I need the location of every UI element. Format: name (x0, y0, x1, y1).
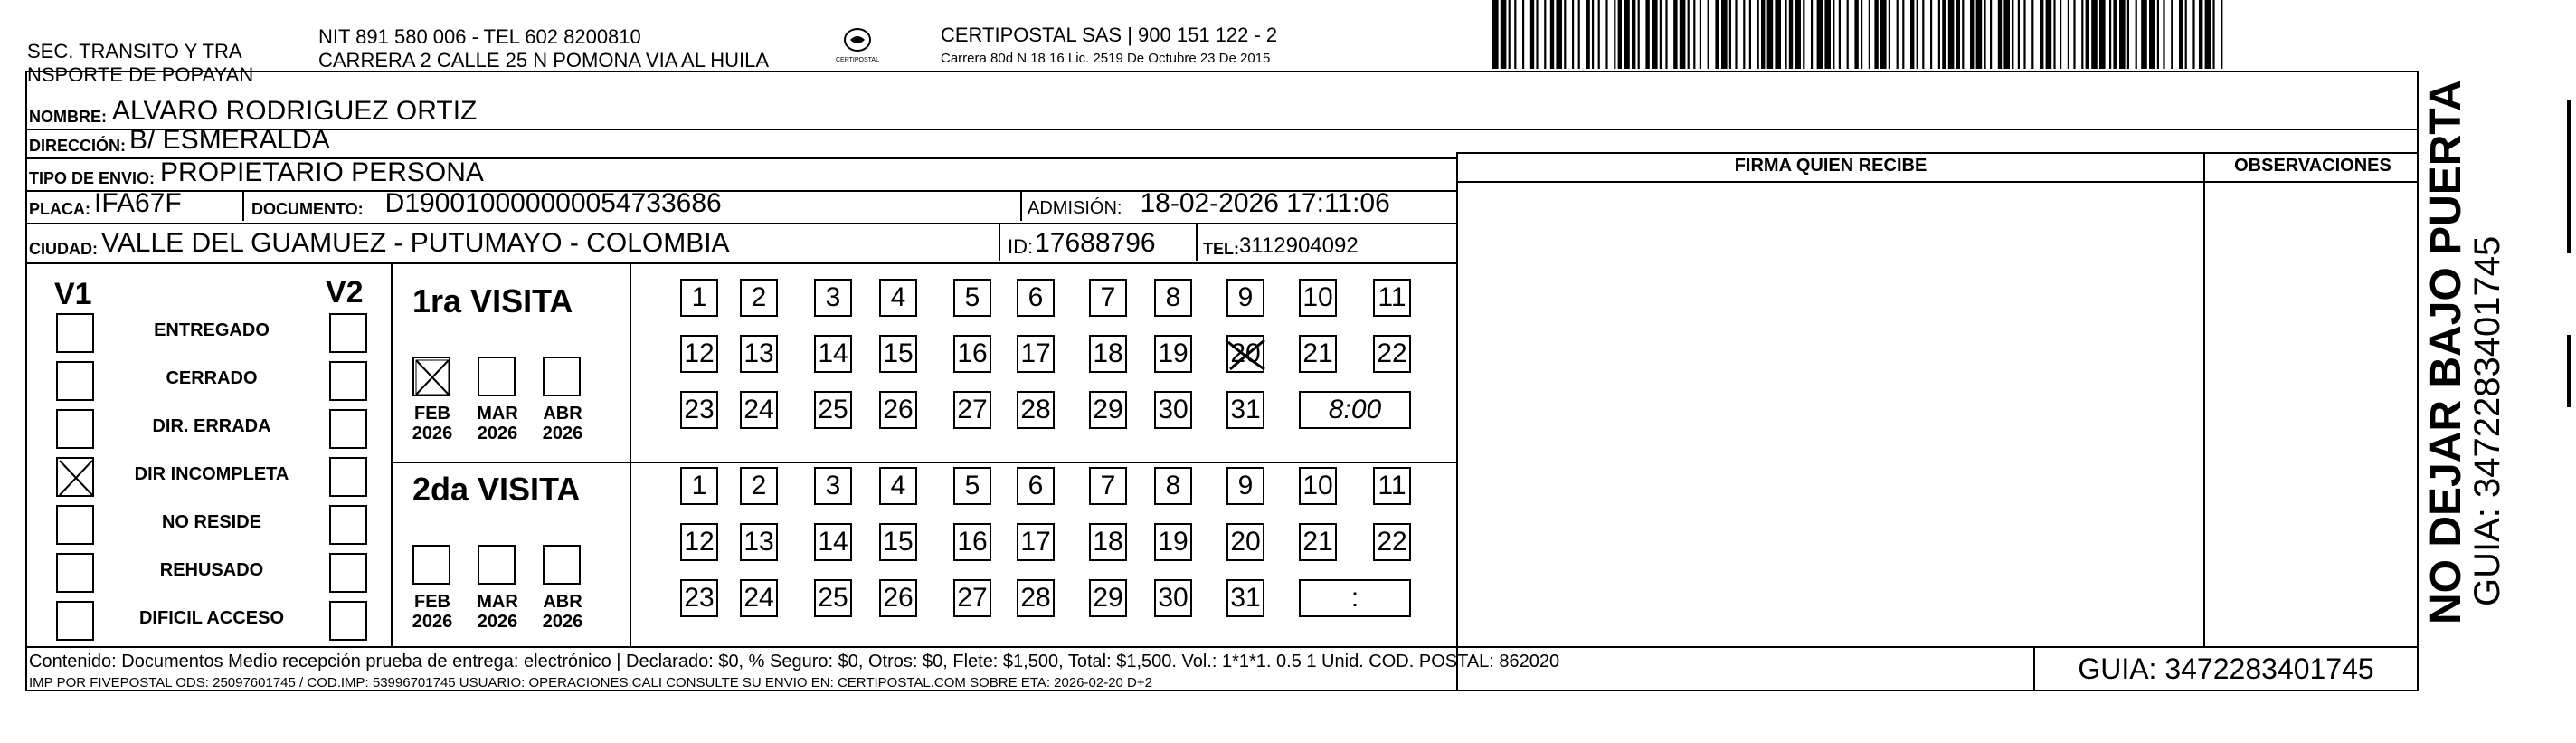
id-cell (1000, 223, 1198, 261)
day-box[interactable]: 18 (1089, 335, 1127, 373)
day-box[interactable]: 8 (1154, 279, 1192, 317)
barcode-bar (2179, 0, 2183, 69)
footer-guia: GUIA: 3472283401745 (2035, 648, 2419, 691)
barcode-bar (2060, 0, 2061, 69)
barcode-bar (1605, 0, 1607, 69)
months-divider (630, 264, 631, 648)
barcode-bar (1922, 0, 1924, 69)
svg-text:CERTIPOSTAL: CERTIPOSTAL (836, 57, 879, 63)
barcode-bar (2081, 0, 2083, 69)
barcode-bar (1839, 0, 1841, 69)
side-text (2424, 80, 2505, 624)
status-label: DIFICIL ACCESO (138, 608, 284, 628)
day-box[interactable]: 15 (879, 335, 917, 373)
day-box[interactable]: 21 (1299, 335, 1337, 373)
barcode-bar (1938, 0, 1940, 69)
month-label: MAR (477, 592, 518, 612)
barcode-bar (1948, 0, 1955, 69)
day-box[interactable]: 31 (1226, 391, 1264, 429)
barcode-bar (2149, 0, 2155, 69)
day-box[interactable]: 14 (814, 523, 852, 561)
day-box[interactable]: 5 (953, 279, 991, 317)
sender-line-1: SEC. TRANSITO Y TRA (27, 40, 242, 62)
day-box[interactable]: 12 (680, 335, 718, 373)
barcode-bar (2091, 0, 2098, 69)
day-box[interactable]: 23 (680, 579, 718, 617)
day-box[interactable]: 16 (953, 335, 991, 373)
barcode-bar (1854, 0, 1858, 69)
id-label: ID: (1008, 235, 1034, 258)
barcode-bar (1757, 0, 1759, 69)
day-box[interactable]: 30 (1154, 391, 1192, 429)
barcode-bar (1910, 0, 1914, 69)
barcode-bar (1824, 0, 1831, 69)
year-label: 2026 (542, 424, 583, 443)
day-box[interactable]: 27 (953, 391, 991, 429)
barcode-bar (1984, 0, 1985, 69)
barcode-bar (1889, 0, 1890, 69)
barcode-bar (1509, 0, 1511, 69)
barcode-bar (2099, 0, 2106, 69)
barcode-bar (2046, 0, 2052, 69)
barcode-bar (2205, 0, 2211, 69)
day-box[interactable]: 29 (1089, 579, 1127, 617)
day-box[interactable]: 29 (1089, 391, 1127, 429)
barcode-bar (1680, 0, 1686, 69)
edge-mark (2567, 100, 2571, 253)
barcode-bar (2053, 0, 2055, 69)
day-box[interactable]: 23 (680, 391, 718, 429)
day-box[interactable]: 1 (680, 467, 718, 505)
day-box[interactable]: 6 (1017, 279, 1055, 317)
day-box[interactable]: 2 (740, 467, 778, 505)
day-box[interactable]: 28 (1017, 391, 1055, 429)
barcode-bar (2113, 0, 2117, 69)
day-box[interactable]: 1 (680, 279, 718, 317)
barcode-bar (1861, 0, 1862, 69)
day-box[interactable]: 22 (1373, 335, 1411, 373)
barcode-bar (1614, 0, 1615, 69)
day-box[interactable]: 5 (953, 467, 991, 505)
v2-checkbox[interactable] (329, 553, 367, 593)
month-caption (472, 404, 523, 443)
barcode-bar (1917, 0, 1918, 69)
barcode-bar (2221, 0, 2222, 69)
visit-divider (393, 462, 1456, 463)
side-warning: NO DEJAR BAJO PUERTA (2422, 80, 2470, 624)
barcode-bar (1811, 0, 1813, 69)
footer-content: Contenido: Documentos Medio recepción prueba de entrega: electrónico | Declarado: $0, % Seguro: $0, Otros: $0, Flete: $1,500, Total: $1,500. Vol.: 1*1*1. 0.5 1 Unid. COD. POSTAL: 862020 (29, 652, 1560, 672)
barcode-bar (1874, 0, 1878, 69)
time-box[interactable]: : (1299, 579, 1411, 617)
barcode-bar (1897, 0, 1899, 69)
observaciones-header: OBSERVACIONES (2234, 156, 2391, 176)
day-box[interactable]: 9 (1226, 279, 1264, 317)
barcode-bar (1976, 0, 1983, 69)
day-box[interactable]: 3 (814, 467, 852, 505)
barcode-bar (1990, 0, 1992, 69)
edge-mark (2567, 335, 2571, 407)
day-box[interactable]: 20 (1226, 335, 1264, 373)
admision-cell (1022, 190, 1390, 221)
barcode-bar (1942, 0, 1946, 69)
v2-checkbox[interactable] (329, 457, 367, 497)
placa-value: IFA67F (94, 188, 182, 218)
day-box[interactable]: 27 (953, 579, 991, 617)
day-box[interactable]: 2 (740, 279, 778, 317)
day-box[interactable]: 21 (1299, 523, 1337, 561)
direccion-row (25, 125, 1458, 159)
barcode-bar (2031, 0, 2033, 69)
barcode-bar (1833, 0, 1834, 69)
documento-cell (244, 190, 1022, 221)
barcode-bar (1847, 0, 1849, 69)
nombre-row (25, 98, 2419, 130)
barcode-bar (2003, 0, 2010, 69)
nombre-value: ALVARO RODRIGUEZ ORTIZ (112, 96, 478, 126)
signature-area[interactable] (1460, 185, 2202, 637)
placa-cell (25, 190, 244, 221)
documento-label: DOCUMENTO: (251, 200, 364, 218)
day-box[interactable]: 4 (879, 467, 917, 505)
month-caption (407, 404, 458, 443)
ciudad-value: VALLE DEL GUAMUEZ - PUTUMAYO - COLOMBIA (101, 228, 730, 258)
barcode-bar (2086, 0, 2089, 69)
barcode-bar (2012, 0, 2013, 69)
firma-header: FIRMA QUIEN RECIBE (1734, 156, 1927, 176)
v1-checkbox[interactable] (56, 313, 94, 353)
month-caption (407, 592, 458, 632)
ciudad-row (25, 224, 1458, 264)
day-box[interactable]: 10 (1299, 279, 1337, 317)
day-box[interactable]: 15 (879, 523, 917, 561)
barcode-bar (1998, 0, 2002, 69)
month-label: ABR (543, 592, 582, 612)
year-label: 2026 (412, 424, 453, 443)
barcode-bar (2119, 0, 2126, 69)
status-label: DIR INCOMPLETA (134, 464, 289, 484)
barcode-bar (1930, 0, 1932, 69)
sender-address: CARRERA 2 CALLE 25 N POMONA VIA AL HUILA (318, 49, 770, 71)
month-caption (472, 592, 523, 632)
day-box[interactable]: 25 (814, 391, 852, 429)
barcode-bar (1962, 0, 1964, 69)
day-box[interactable]: 6 (1017, 467, 1055, 505)
direccion-label: DIRECCIÓN: (29, 137, 126, 155)
barcode-bar (2185, 0, 2187, 69)
side-guia: GUIA: 3472283401745 (2467, 235, 2507, 606)
footer-imp: IMP POR FIVEPOSTAL ODS: 25097601745 / COD.IMP: 53996701745 USUARIO: OPERACIONES.CALI CONSULTE SU ENVIO EN: CERTIPOSTAL.COM SOBRE ETA: 2026-02-20 D+2 (29, 675, 1152, 691)
barcode-bar (2157, 0, 2159, 69)
barcode-bar (1556, 0, 1562, 69)
barcode-bar (1632, 0, 1635, 69)
day-box[interactable]: 10 (1299, 467, 1337, 505)
ciudad-cell (25, 223, 1000, 261)
v2-checkbox[interactable] (329, 409, 367, 449)
barcode-bar (1598, 0, 1600, 69)
v2-header: V2 (326, 275, 364, 310)
month-caption (537, 592, 588, 632)
status-label: NO RESIDE (161, 512, 262, 532)
time-box[interactable]: 8:00 (1299, 391, 1411, 429)
day-box[interactable]: 30 (1154, 579, 1192, 617)
day-box[interactable]: 4 (879, 279, 917, 317)
barcode-bar (1970, 0, 1974, 69)
day-box[interactable]: 24 (740, 579, 778, 617)
month-checkbox[interactable] (412, 357, 450, 396)
day-box[interactable]: 26 (879, 579, 917, 617)
month-checkbox[interactable] (412, 545, 450, 585)
barcode-bar (1902, 0, 1904, 69)
barcode-bar (1624, 0, 1630, 69)
day-box[interactable]: 14 (814, 335, 852, 373)
barcode-bar (1618, 0, 1622, 69)
day-box[interactable]: 25 (814, 579, 852, 617)
status-label: DIR. ERRADA (152, 416, 271, 436)
day-box[interactable]: 11 (1373, 467, 1411, 505)
day-box[interactable]: 20 (1226, 523, 1264, 561)
barcode-bar (1693, 0, 1695, 69)
barcode-bar (1761, 0, 1765, 69)
sender-contact (318, 25, 769, 72)
barcode-bar (1803, 0, 1804, 69)
barcode-bar (1522, 0, 1524, 69)
barcode-bar (1530, 0, 1534, 69)
v1-checkbox[interactable] (56, 361, 94, 401)
barcode-bar (1735, 0, 1737, 69)
v1-checkbox[interactable] (56, 457, 94, 497)
barcode-bar (2212, 0, 2214, 69)
month-checkbox[interactable] (478, 545, 516, 585)
day-box[interactable]: 17 (1017, 523, 1055, 561)
barcode-bar (1665, 0, 1667, 69)
admision-value: 18-02-2026 17:11:06 (1140, 188, 1390, 218)
tel-label: TEL: (1203, 240, 1239, 258)
v1-header: V1 (54, 277, 92, 311)
barcode-bar (2073, 0, 2075, 69)
certipostal-logo (830, 25, 885, 65)
day-box[interactable]: 12 (680, 523, 718, 561)
barcode-bar (1514, 0, 1516, 69)
barcode-bar (2163, 0, 2164, 69)
day-box[interactable]: 31 (1226, 579, 1264, 617)
check-mark-icon (414, 358, 450, 396)
day-check-icon (1225, 337, 1268, 373)
status-label: REHUSADO (159, 560, 264, 580)
barcode-bar (1817, 0, 1823, 69)
barcode-bar (1550, 0, 1554, 69)
barcode-bar (1544, 0, 1546, 69)
placa-row (25, 188, 1458, 224)
v2-checkbox[interactable] (329, 361, 367, 401)
observaciones-area[interactable] (2207, 185, 2417, 637)
barcode-bar (1749, 0, 1751, 69)
day-box[interactable]: 18 (1089, 523, 1127, 561)
barcode-bar (1795, 0, 1801, 69)
day-box[interactable]: 9 (1226, 467, 1264, 505)
barcode-bar (2127, 0, 2129, 69)
day-box[interactable]: 28 (1017, 579, 1055, 617)
barcode-bar (2192, 0, 2194, 69)
barcode-bar (2141, 0, 2147, 69)
month-label: ABR (543, 404, 582, 424)
observaciones-divider (2203, 152, 2205, 648)
day-box[interactable]: 26 (879, 391, 917, 429)
status-divider (391, 264, 393, 648)
tel-value: 3112904092 (1239, 233, 1359, 258)
barcode-bar (1789, 0, 1793, 69)
barcode-bar (1652, 0, 1658, 69)
day-box[interactable]: 24 (740, 391, 778, 429)
signature-top-line (1456, 152, 2419, 154)
barcode-bar (2171, 0, 2173, 69)
direccion-value: B/ ESMERALDA (129, 125, 330, 155)
year-label: 2026 (542, 612, 583, 632)
barcode-bar (2199, 0, 2202, 69)
day-box[interactable]: 13 (740, 523, 778, 561)
barcode-bar (1708, 0, 1709, 69)
v2-checkbox[interactable] (329, 505, 367, 545)
month-label: MAR (477, 404, 518, 424)
barcode-bar (1721, 0, 1728, 69)
day-box[interactable]: 7 (1089, 279, 1127, 317)
barcode-bar (1869, 0, 1870, 69)
admision-label: ADMISIÓN: (1028, 198, 1122, 218)
barcode-bar (1775, 0, 1781, 69)
visit2-title: 2da VISITA (412, 471, 581, 508)
barcode-bar (2068, 0, 2069, 69)
month-checkbox[interactable] (478, 357, 516, 396)
barcode-bar (1956, 0, 1960, 69)
barcode-bar (1660, 0, 1662, 69)
day-box[interactable]: 11 (1373, 279, 1411, 317)
barcode-bar (2109, 0, 2111, 69)
v1-checkbox[interactable] (56, 553, 94, 593)
barcode-bar (1645, 0, 1649, 69)
barcode-bar (1592, 0, 1594, 69)
month-checkbox[interactable] (543, 545, 581, 585)
signature-header-line (1456, 181, 2419, 183)
v1-checkbox[interactable] (56, 505, 94, 545)
tipo-label: TIPO DE ENVIO: (29, 169, 156, 187)
day-box[interactable]: 19 (1154, 523, 1192, 561)
sender-line-2: NSPORTE DE POPAYAN (27, 63, 254, 86)
month-label: FEB (414, 404, 450, 424)
tipo-row (25, 159, 1458, 192)
check-mark-icon (58, 459, 94, 497)
barcode-bar (1673, 0, 1677, 69)
placa-label: PLACA: (29, 200, 90, 218)
barcode-bar (1785, 0, 1786, 69)
year-label: 2026 (477, 612, 518, 632)
day-box[interactable]: 22 (1373, 523, 1411, 561)
documento-value: D190010000000054733686 (384, 188, 722, 218)
courier-license: Carrera 80d N 18 16 Lic. 2519 De Octubre 23 De 2015 (941, 51, 1271, 66)
barcode (1492, 0, 2225, 69)
v1-checkbox[interactable] (56, 601, 94, 641)
barcode-bar (2018, 0, 2020, 69)
barcode-bar (2023, 0, 2025, 69)
barcode-bar (1729, 0, 1731, 69)
barcode-bar (1638, 0, 1640, 69)
day-box[interactable]: 8 (1154, 467, 1192, 505)
sender-nit: NIT 891 580 006 - TEL 602 8200810 (318, 25, 641, 48)
month-label: FEB (414, 592, 450, 612)
barcode-bar (1767, 0, 1774, 69)
day-box[interactable]: 19 (1154, 335, 1192, 373)
barcode-bar (1688, 0, 1690, 69)
day-box[interactable]: 13 (740, 335, 778, 373)
barcode-bar (1880, 0, 1887, 69)
day-box[interactable]: 16 (953, 523, 991, 561)
barcode-bar (1572, 0, 1574, 69)
year-label: 2026 (412, 612, 453, 632)
day-box[interactable]: 3 (814, 279, 852, 317)
courier-info (941, 24, 1277, 66)
id-value: 17688796 (1035, 228, 1156, 258)
v2-checkbox[interactable] (329, 313, 367, 353)
day-box[interactable]: 17 (1017, 335, 1055, 373)
barcode-bar (1501, 0, 1507, 69)
month-checkbox[interactable] (543, 357, 581, 396)
barcode-bar (1743, 0, 1745, 69)
barcode-bar (2136, 0, 2137, 69)
month-caption (537, 404, 588, 443)
tipo-value: PROPIETARIO PERSONA (160, 157, 484, 187)
status-label: ENTREGADO (154, 320, 270, 340)
day-box[interactable]: 7 (1089, 467, 1127, 505)
barcode-bar (1578, 0, 1580, 69)
nombre-label: NOMBRE: (29, 108, 107, 126)
v2-checkbox[interactable] (329, 601, 367, 641)
barcode-bar (1700, 0, 1701, 69)
ciudad-label: CIUDAD: (29, 240, 98, 258)
barcode-bar (2040, 0, 2043, 69)
year-label: 2026 (477, 424, 518, 443)
barcode-bar (1492, 0, 1499, 69)
barcode-bar (1536, 0, 1538, 69)
v1-checkbox[interactable] (56, 409, 94, 449)
barcode-bar (1564, 0, 1566, 69)
barcode-bar (1586, 0, 1589, 69)
barcode-bar (1715, 0, 1719, 69)
status-label: CERRADO (166, 368, 258, 388)
courier-name: CERTIPOSTAL SAS | 900 151 122 - 2 (941, 24, 1278, 46)
visit1-title: 1ra VISITA (412, 282, 573, 319)
tel-cell (1198, 223, 1359, 261)
